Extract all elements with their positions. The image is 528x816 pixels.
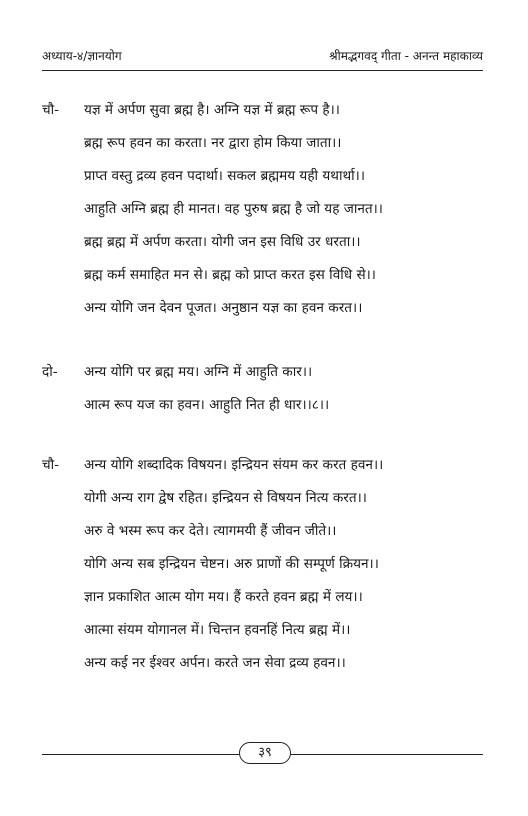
- footer-rule-left: [42, 754, 239, 755]
- verse-text: प्राप्त वस्तु द्रव्य हवन पदार्था। सकल ब्रह्ममय यही यथार्था।।: [84, 168, 365, 184]
- page-number: ३९: [239, 742, 291, 764]
- verse-text: ब्रह्म ब्रह्म में अर्पण करता। योगी जन इस विधि उर धरता।।: [84, 234, 361, 250]
- verse-line: [42, 387, 488, 420]
- verse-line: [42, 191, 488, 224]
- verse-line: [42, 645, 488, 678]
- verse-line: [42, 579, 488, 612]
- verse-text: अन्य योगि पर ब्रह्म मय। अग्नि में आहुति कार।।: [84, 364, 313, 380]
- verse-text: आत्मा संयम योगानल में। चिन्तन हवनहिं नित्य ब्रह्म में।।: [84, 622, 351, 638]
- verse-line: [42, 354, 488, 387]
- verse-text: ज्ञान प्रकाशित आत्म योग मय। हैं करते हवन ब्रह्म में लय।।: [84, 589, 363, 605]
- verse-marker: दो-: [42, 364, 58, 380]
- running-header: [42, 42, 483, 64]
- chaupai-section-1: [42, 92, 488, 323]
- verse-line: [42, 224, 488, 257]
- verse-text: अन्य योगि शब्दादिक विषयन। इन्द्रियन संयम कर करत हवन।।: [84, 457, 384, 473]
- verse-text: यज्ञ में अर्पण सुवा ब्रह्म है। अग्नि यज्ञ में ब्रह्म रूप है।।: [84, 102, 340, 118]
- verse-line: [42, 290, 488, 323]
- verse-text: अन्य कई नर ईश्वर अर्पन। करते जन सेवा द्रव्य हवन।।: [84, 655, 346, 671]
- verse-line: [42, 612, 488, 645]
- verse-text: आत्म रूप यज का हवन। आहुति नित ही धार।।८।।: [84, 397, 330, 413]
- verse-text: अन्य योगि जन देवन पूजत। अनुष्ठान यज्ञ का हवन करत।।: [84, 300, 363, 316]
- header-rule: [42, 70, 483, 71]
- verse-line: [42, 480, 488, 513]
- verse-line: [42, 546, 488, 579]
- verse-text: ब्रह्म रूप हवन का करता। नर द्वारा होम किया जाता।।: [84, 135, 342, 151]
- verse-marker: चौ-: [42, 102, 60, 118]
- verse-line: [42, 447, 488, 480]
- verse-line: [42, 92, 488, 125]
- verse-text: अरु वे भस्म रूप कर देते। त्यागमयी हैं जीवन जीते।।: [84, 523, 337, 539]
- chapter-title: अध्याय-४/ज्ञानयोग: [42, 49, 122, 63]
- verse-text: ब्रह्म कर्म समाहित मन से। ब्रह्म को प्राप्त करत इस विधि से।।: [84, 267, 376, 283]
- book-title: श्रीमद्भगवद् गीता - अनन्त महाकाव्य: [329, 49, 483, 63]
- verse-line: [42, 125, 488, 158]
- doha-section: [42, 354, 488, 420]
- verse-text: आहुति अग्नि ब्रह्म ही मानत। वह पुरुष ब्रह्म है जो यह जानत।।: [84, 201, 383, 217]
- verse-marker: चौ-: [42, 457, 60, 473]
- verse-line: [42, 513, 488, 546]
- chaupai-section-2: [42, 447, 488, 678]
- verse-line: [42, 158, 488, 191]
- verse-text: योगी अन्य राग द्वेष रहित। इन्द्रियन से विषयन नित्य करत।।: [84, 490, 367, 506]
- verse-text: योगि अन्य सब इन्द्रियन चेष्टन। अरु प्राणों की सम्पूर्ण क्रियन।।: [84, 556, 379, 572]
- verse-line: [42, 257, 488, 290]
- footer-rule-right: [291, 754, 483, 755]
